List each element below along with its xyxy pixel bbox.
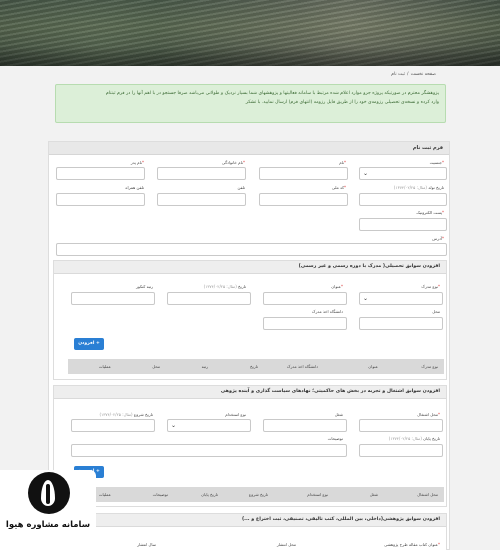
start-date-input[interactable] — [71, 419, 155, 432]
plus-icon: + — [96, 341, 100, 346]
position-input[interactable] — [263, 419, 347, 432]
research-title: افزودن سوابق پژوهشی(داخلی، بین المللی، کتب تالیفی، تصنیفی، ثبت اختراع و ...) — [54, 514, 446, 527]
edu-col-2: دانشگاه اخذ مدرک — [286, 364, 318, 369]
gender-select[interactable] — [359, 167, 447, 180]
university-input[interactable] — [263, 317, 347, 330]
breadcrumb: صفحه نخست/ثبت نام — [391, 72, 436, 77]
emp-col-0: محل اشتغال — [417, 492, 438, 497]
employment-title: افزودن سوابق اشتغال و تجربه در بخش های حاکمیتی؛ نهادهای سیاست گذاری و آینده پژوهی — [54, 386, 446, 399]
mobile-input[interactable] — [56, 193, 145, 206]
address-label: *آدرس — [432, 236, 444, 241]
work-place-input[interactable] — [359, 419, 443, 432]
hiva-logo — [0, 470, 96, 550]
emp-col-6: عملیات — [98, 492, 111, 497]
email-label: *پست الکترونیک — [416, 210, 444, 215]
email-input[interactable] — [359, 218, 447, 231]
work-place-label: *محل اشتغال — [417, 412, 440, 417]
edu-location-input[interactable] — [359, 317, 443, 330]
edu-title-label: *عنوان — [331, 284, 343, 289]
alert-line-1: پژوهشگر محترم در صورتیکه پروژه جزو موارد اعلام شده مرتبط با سامانه فعالیتها و پژوهشهای شما بسیار نزدیک و طولانی می‌باشد صرفا جستجو در با اهم آنها را در فرم ثبتنام — [105, 91, 439, 96]
emp-col-2: نوع استخدام — [307, 492, 328, 497]
father-name-label: *نام پدر — [130, 160, 144, 165]
edu-col-3: تاریخ — [250, 364, 258, 369]
logo-text: سامانه مشاوره هیوا — [5, 520, 91, 530]
chevron-down-icon: ⌄ — [363, 170, 369, 177]
university-label: دانشگاه اخذ مدرک — [311, 309, 343, 314]
research-col-1-label: *عنوان کتاب مقاله طرح پژوهشی — [384, 542, 440, 547]
phone-label: تلفن — [237, 185, 245, 190]
research-section — [53, 513, 447, 550]
birth-date-label: تاریخ تولد (مثال: ۱۳۷۴/۰۲/۲۵) — [393, 185, 444, 190]
description-input[interactable] — [71, 444, 347, 457]
national-code-label: *کد ملی — [331, 185, 346, 190]
research-col-2-label: محل انتشار — [276, 542, 296, 547]
emp-col-3: تاریخ شروع — [248, 492, 268, 497]
edu-col-4: رتبه — [201, 364, 208, 369]
end-date-input[interactable] — [359, 444, 443, 457]
edu-col-0: نوع مدرک — [421, 364, 438, 369]
employment-table-header — [68, 487, 444, 502]
employment-type-label: نوع استخدام — [225, 412, 246, 417]
start-date-label: تاریخ شروع (مثال: ۱۳۷۴/۰۲/۲۵) — [99, 412, 153, 417]
add-education-button[interactable]: + افزودن — [74, 338, 104, 350]
edu-col-1: عنوان — [368, 364, 378, 369]
education-table-header — [68, 359, 444, 374]
chevron-down-icon: ⌄ — [171, 422, 177, 429]
edu-col-5: محل — [152, 364, 160, 369]
first-name-input[interactable] — [259, 167, 348, 180]
registration-form — [48, 141, 450, 550]
edu-col-6: عملیات — [98, 364, 111, 369]
gender-label: *جنسیت — [429, 160, 444, 165]
degree-type-label: *نوع مدرک — [421, 284, 440, 289]
rank-input[interactable] — [71, 292, 155, 305]
edu-location-label: محل — [432, 309, 440, 314]
phone-input[interactable] — [157, 193, 246, 206]
info-alert — [55, 84, 446, 123]
breadcrumb-current: ثبت نام — [391, 72, 406, 77]
chevron-down-icon: ⌄ — [363, 295, 369, 302]
employment-type-select[interactable] — [167, 419, 251, 432]
header-banner-image — [0, 0, 500, 66]
edu-title-input[interactable] — [263, 292, 347, 305]
edu-date-input[interactable] — [167, 292, 251, 305]
education-title: افزودن سوابق تحصیلی( مدرک با دوره رسمی و غیر رسمی) — [54, 261, 446, 274]
edu-date-label: تاریخ (مثال: ۱۳۷۴/۰۲/۲۵) — [203, 284, 246, 289]
description-label: توضیحات — [327, 436, 343, 441]
emp-col-5: توضیحات — [152, 492, 168, 497]
form-title: فرم ثبت نام — [49, 142, 449, 155]
end-date-label: تاریخ پایان (مثال: ۱۳۷۴/۰۲/۲۵) — [388, 436, 440, 441]
emp-col-4: تاریخ پایان — [201, 492, 218, 497]
position-label: شغل — [334, 412, 343, 417]
address-input[interactable] — [56, 243, 447, 256]
degree-type-select[interactable] — [359, 292, 443, 305]
emp-col-1: شغل — [369, 492, 378, 497]
mobile-label: تلفن همراه — [125, 185, 144, 190]
last-name-label: *نام خانوادگی — [221, 160, 245, 165]
education-section — [53, 260, 447, 380]
birth-date-input[interactable] — [359, 193, 447, 206]
research-col-3-label: سال انتشار — [137, 542, 156, 547]
alert-line-2: وارد کرده و نسخه‌ی تحصیلی رزومه‌ی خود را از طریق فایل رزومه (انتهای فرم) ارسال نمایید. با تشکر — [245, 100, 439, 105]
rank-label: رتبه کنکور — [136, 284, 153, 289]
national-code-input[interactable] — [259, 193, 348, 206]
breadcrumb-home[interactable]: صفحه نخست — [410, 72, 436, 77]
last-name-input[interactable] — [157, 167, 246, 180]
plus-icon: + — [96, 469, 100, 474]
employment-section — [53, 385, 447, 507]
first-name-label: *نام — [339, 160, 346, 165]
father-name-input[interactable] — [56, 167, 145, 180]
